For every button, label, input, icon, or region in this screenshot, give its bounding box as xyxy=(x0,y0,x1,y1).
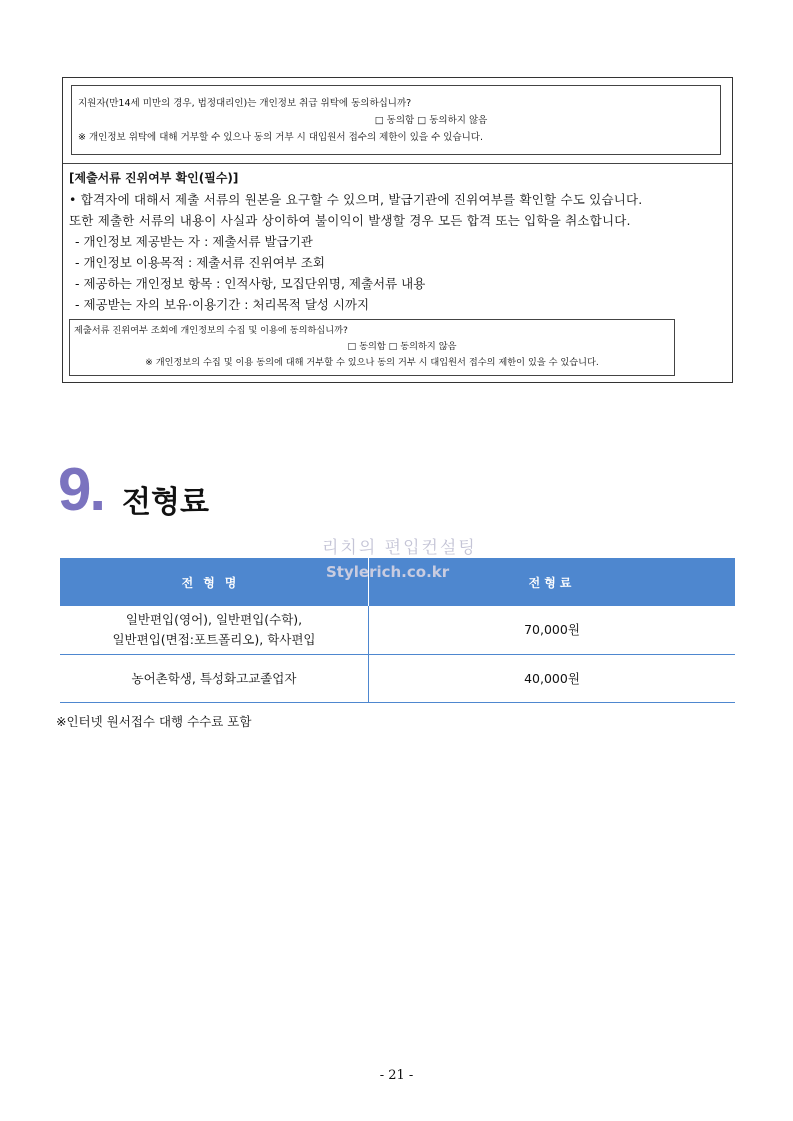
table-cell-fee: 70,000원 xyxy=(369,606,736,655)
section-divider xyxy=(63,163,732,164)
page-number: - 21 - xyxy=(379,1068,414,1083)
watermark-url: Stylerich.co.kr xyxy=(326,563,450,581)
verification-heading: [제출서류 진위여부 확인(필수)] xyxy=(69,171,239,185)
entrustment-consent-box xyxy=(71,85,721,155)
verification-options[interactable]: □ 동의함 □ 동의하지 않음 xyxy=(347,341,457,352)
entrustment-note: ※ 개인정보 위탁에 대해 거부할 수 있으나 동의 거부 시 대입원서 접수의 제한이 있을 수 있습니다. xyxy=(78,132,484,143)
section-title: 전형료 xyxy=(122,485,209,520)
verification-item: - 제공받는 자의 보유·이용기간 : 처리목적 달성 시까지 xyxy=(75,297,370,312)
verification-paragraph-2: 또한 제출한 서류의 내용이 사실과 상이하여 불이익이 발생할 경우 모든 합격 또는 입학을 취소합니다. xyxy=(69,213,631,228)
verification-question: 제출서류 진위여부 조회에 개인정보의 수집 및 이용에 동의하십니까? xyxy=(74,325,348,336)
verification-item: - 제공하는 개인정보 항목 : 인적사항, 모집단위명, 제출서류 내용 xyxy=(75,276,426,291)
verification-item: - 개인정보 제공받는 자 : 제출서류 발급기관 xyxy=(75,234,313,249)
verification-item: - 개인정보 이용목적 : 제출서류 진위여부 조회 xyxy=(75,255,325,270)
document-verification-section xyxy=(69,168,726,315)
watermark-text: 리치의 편입컨설팅 xyxy=(322,538,477,558)
name-line: 일반편입(면접:포트폴리오), 학사편입 xyxy=(112,632,316,647)
table-cell-fee: 40,000원 xyxy=(369,655,736,703)
verification-note: ※ 개인정보의 수집 및 이용 동의에 대해 거부할 수 있으나 동의 거부 시 대입원서 접수의 제한이 있을 수 있습니다. xyxy=(145,357,599,368)
verification-consent-box xyxy=(69,319,675,376)
verification-paragraph-1: • 합격자에 대해서 제출 서류의 원본을 요구할 수 있으며, 발급기관에 진위여부를 확인할 수도 있습니다. xyxy=(69,192,643,207)
entrustment-question: 지원자(만14세 미만의 경우, 법정대리인)는 개인정보 취급 위탁에 동의하십니까? xyxy=(78,98,412,109)
name-line: 일반편입(영어), 일반편입(수학), xyxy=(125,612,303,627)
table-row xyxy=(60,606,735,655)
column-header-fee: 전형료 xyxy=(369,558,736,606)
table-row xyxy=(60,655,735,703)
section-number: 9. xyxy=(58,456,105,523)
footnote: ※인터넷 원서접수 대행 수수료 포함 xyxy=(56,714,252,729)
entrustment-options[interactable]: □ 동의함 □ 동의하지 않음 xyxy=(374,115,488,126)
privacy-consent-box xyxy=(62,77,733,383)
table-cell-name: 농어촌학생, 특성화고교졸업자 xyxy=(60,655,369,703)
table-cell-name xyxy=(60,606,369,655)
column-header-name: 전형명 xyxy=(60,558,369,606)
